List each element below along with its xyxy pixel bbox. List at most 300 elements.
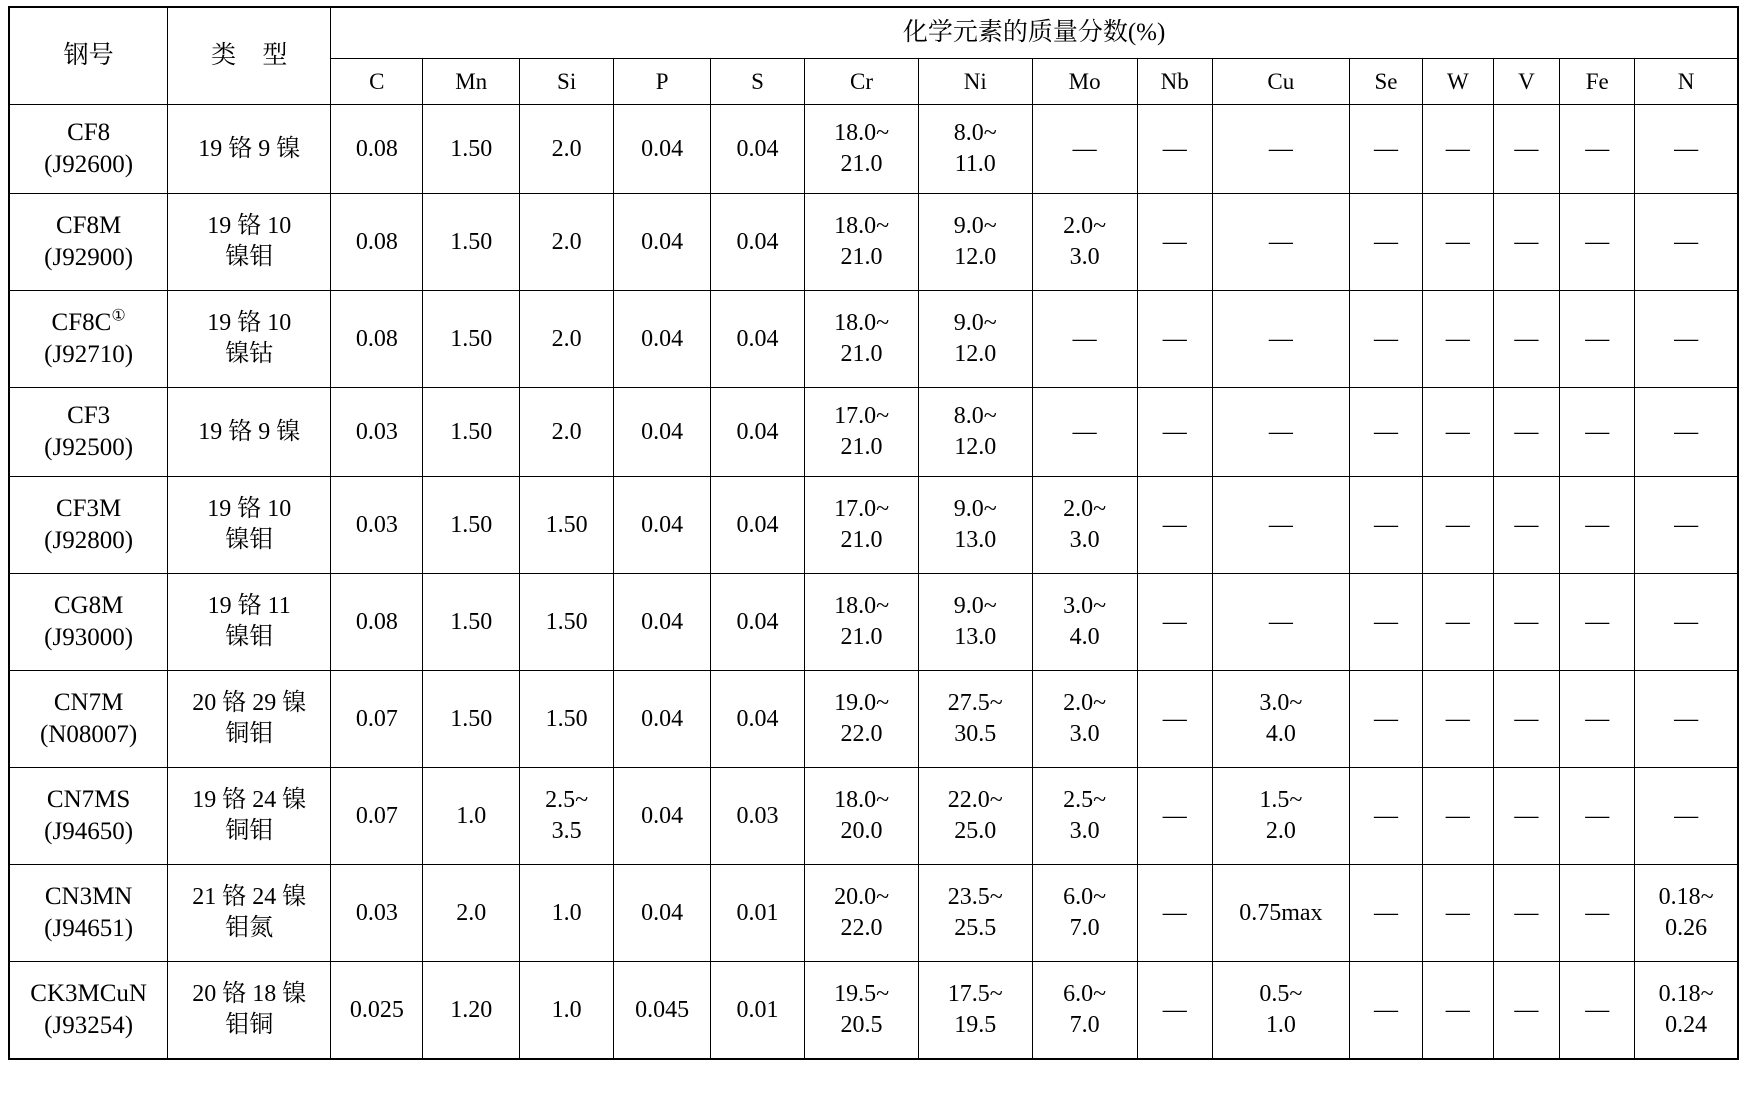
value-line: 2.5~ bbox=[1063, 787, 1107, 814]
value-line: 2.0 bbox=[551, 228, 582, 255]
value-line: 0.01 bbox=[736, 899, 779, 926]
type-line: 19 铬 11 bbox=[207, 593, 291, 620]
value-line: 1.50 bbox=[450, 608, 493, 635]
cell-mo bbox=[1032, 477, 1137, 574]
cell-type bbox=[168, 574, 331, 671]
cell-mn bbox=[423, 574, 520, 671]
cell-c bbox=[331, 865, 423, 962]
cell-n bbox=[1635, 671, 1738, 768]
cell-cu bbox=[1212, 671, 1349, 768]
cell-se bbox=[1349, 768, 1422, 865]
cell-se bbox=[1349, 194, 1422, 291]
cell-n bbox=[1635, 477, 1738, 574]
cell-v bbox=[1493, 388, 1559, 477]
value-line: 0.07 bbox=[355, 802, 398, 829]
header-element-cu: Cu bbox=[1212, 59, 1349, 105]
value-line: 8.0~ bbox=[953, 403, 997, 430]
cell-p bbox=[614, 962, 711, 1060]
value-line: 0.04 bbox=[736, 418, 779, 445]
cell-ni bbox=[918, 105, 1032, 194]
value-line: — bbox=[1373, 899, 1398, 926]
cell-cu bbox=[1212, 291, 1349, 388]
cell-fe bbox=[1560, 105, 1635, 194]
value-line: 1.50 bbox=[450, 228, 493, 255]
cell-cr bbox=[805, 962, 919, 1060]
cell-nb bbox=[1137, 291, 1212, 388]
cell-fe bbox=[1560, 194, 1635, 291]
cell-w bbox=[1422, 962, 1493, 1060]
value-line: — bbox=[1585, 418, 1610, 445]
table-row bbox=[9, 477, 1738, 574]
cell-s bbox=[710, 962, 804, 1060]
value-line: 1.50 bbox=[545, 608, 588, 635]
value-line: — bbox=[1585, 899, 1610, 926]
value-line: 22.0~ bbox=[947, 787, 1003, 814]
value-line: 9.0~ bbox=[953, 213, 997, 240]
steel-uns-number: (J94650) bbox=[44, 818, 134, 845]
cell-ni bbox=[918, 574, 1032, 671]
value-line: 0.03 bbox=[355, 418, 398, 445]
cell-ni bbox=[918, 194, 1032, 291]
value-line: — bbox=[1072, 418, 1097, 445]
cell-w bbox=[1422, 477, 1493, 574]
cell-type bbox=[168, 477, 331, 574]
value-line: 8.0~ bbox=[953, 120, 997, 147]
cell-ni bbox=[918, 477, 1032, 574]
cell-p bbox=[614, 388, 711, 477]
value-line: 0.03 bbox=[355, 899, 398, 926]
value-line: — bbox=[1674, 228, 1699, 255]
value-line: — bbox=[1585, 608, 1610, 635]
value-line: — bbox=[1585, 705, 1610, 732]
cell-se bbox=[1349, 105, 1422, 194]
steel-code: CF3 bbox=[67, 402, 111, 429]
cell-cr bbox=[805, 477, 919, 574]
cell-c bbox=[331, 574, 423, 671]
value-line: — bbox=[1514, 135, 1539, 162]
value-line: — bbox=[1514, 418, 1539, 445]
cell-ni bbox=[918, 388, 1032, 477]
value-line: 22.0 bbox=[840, 721, 883, 747]
value-line: 20.0~ bbox=[834, 884, 890, 911]
cell-v bbox=[1493, 671, 1559, 768]
header-element-si: Si bbox=[519, 59, 613, 105]
value-line: 3.0~ bbox=[1063, 593, 1107, 620]
cell-cr bbox=[805, 671, 919, 768]
cell-cu bbox=[1212, 962, 1349, 1060]
value-line: 0.04 bbox=[736, 705, 779, 732]
value-line: — bbox=[1514, 325, 1539, 352]
value-line: 0.18~ bbox=[1658, 884, 1714, 911]
table-row bbox=[9, 865, 1738, 962]
value-line: 2.0 bbox=[1265, 818, 1296, 844]
table-row bbox=[9, 388, 1738, 477]
type-line: 20 铬 18 镍 bbox=[192, 981, 307, 1008]
cell-n bbox=[1635, 962, 1738, 1060]
value-line: 0.04 bbox=[736, 608, 779, 635]
value-line: 0.04 bbox=[641, 511, 684, 538]
value-line: 13.0 bbox=[954, 527, 997, 553]
type-line: 镍钴 bbox=[225, 341, 274, 367]
cell-v bbox=[1493, 477, 1559, 574]
value-line: 0.26 bbox=[1665, 915, 1708, 941]
value-line: 1.5~ bbox=[1259, 787, 1303, 814]
cell-si bbox=[519, 574, 613, 671]
value-line: — bbox=[1162, 511, 1187, 538]
cell-mn bbox=[423, 194, 520, 291]
value-line: 18.0~ bbox=[834, 593, 890, 620]
value-line: 9.0~ bbox=[953, 496, 997, 523]
cell-steel-no bbox=[9, 477, 168, 574]
value-line: 0.04 bbox=[641, 228, 684, 255]
cell-p bbox=[614, 477, 711, 574]
cell-type bbox=[168, 865, 331, 962]
value-line: 4.0 bbox=[1265, 721, 1296, 747]
value-line: — bbox=[1373, 135, 1398, 162]
cell-fe bbox=[1560, 671, 1635, 768]
value-line: — bbox=[1162, 996, 1187, 1023]
cell-steel-no bbox=[9, 768, 168, 865]
value-line: 21.0 bbox=[840, 624, 883, 650]
value-line: — bbox=[1514, 511, 1539, 538]
cell-nb bbox=[1137, 768, 1212, 865]
cell-cu bbox=[1212, 477, 1349, 574]
cell-c bbox=[331, 768, 423, 865]
cell-steel-no bbox=[9, 194, 168, 291]
cell-si bbox=[519, 477, 613, 574]
cell-mo bbox=[1032, 291, 1137, 388]
cell-nb bbox=[1137, 388, 1212, 477]
cell-type bbox=[168, 768, 331, 865]
cell-si bbox=[519, 291, 613, 388]
header-element-s: S bbox=[710, 59, 804, 105]
value-line: 2.0 bbox=[551, 325, 582, 352]
value-line: 0.04 bbox=[641, 325, 684, 352]
value-line: 1.50 bbox=[450, 511, 493, 538]
value-line: 12.0 bbox=[954, 341, 997, 367]
cell-cr bbox=[805, 865, 919, 962]
value-line: — bbox=[1514, 996, 1539, 1023]
value-line: 20.0 bbox=[840, 818, 883, 844]
header-element-fe: Fe bbox=[1560, 59, 1635, 105]
value-line: 7.0 bbox=[1069, 915, 1100, 941]
cell-s bbox=[710, 671, 804, 768]
type-line: 21 铬 24 镍 bbox=[192, 884, 307, 911]
value-line: — bbox=[1585, 325, 1610, 352]
cell-p bbox=[614, 194, 711, 291]
value-line: 18.0~ bbox=[834, 310, 890, 337]
type-line: 钼氮 bbox=[225, 915, 274, 941]
cell-mo bbox=[1032, 962, 1137, 1060]
cell-w bbox=[1422, 105, 1493, 194]
cell-cr bbox=[805, 574, 919, 671]
value-line: 19.5~ bbox=[834, 981, 890, 1008]
cell-type bbox=[168, 105, 331, 194]
value-line: 23.5~ bbox=[947, 884, 1003, 911]
value-line: 20.5 bbox=[840, 1012, 883, 1038]
cell-cu bbox=[1212, 388, 1349, 477]
value-line: 11.0 bbox=[954, 151, 996, 177]
value-line: 6.0~ bbox=[1063, 981, 1107, 1008]
steel-uns-number: (J94651) bbox=[44, 915, 134, 942]
cell-steel-no bbox=[9, 865, 168, 962]
cell-c bbox=[331, 194, 423, 291]
cell-w bbox=[1422, 671, 1493, 768]
value-line: 21.0 bbox=[840, 244, 883, 270]
cell-mn bbox=[423, 105, 520, 194]
value-line: 0.08 bbox=[355, 325, 398, 352]
cell-v bbox=[1493, 291, 1559, 388]
value-line: 17.0~ bbox=[834, 496, 890, 523]
alloy-composition-table bbox=[8, 6, 1739, 1060]
cell-mn bbox=[423, 291, 520, 388]
header-element-se: Se bbox=[1349, 59, 1422, 105]
value-line: 0.04 bbox=[736, 228, 779, 255]
value-line: — bbox=[1514, 899, 1539, 926]
value-line: — bbox=[1585, 511, 1610, 538]
cell-cr bbox=[805, 388, 919, 477]
steel-code: CF8M bbox=[55, 212, 122, 239]
value-line: — bbox=[1445, 135, 1470, 162]
value-line: 0.18~ bbox=[1658, 981, 1714, 1008]
value-line: 0.08 bbox=[355, 228, 398, 255]
value-line: — bbox=[1373, 325, 1398, 352]
value-line: 0.03 bbox=[736, 802, 779, 829]
header-element-c: C bbox=[331, 59, 423, 105]
value-line: — bbox=[1373, 418, 1398, 445]
table-row bbox=[9, 574, 1738, 671]
value-line: 12.0 bbox=[954, 244, 997, 270]
cell-steel-no bbox=[9, 671, 168, 768]
value-line: — bbox=[1162, 608, 1187, 635]
cell-cu bbox=[1212, 194, 1349, 291]
steel-uns-number: (J92800) bbox=[44, 527, 134, 554]
header-element-mn: Mn bbox=[423, 59, 520, 105]
value-line: — bbox=[1514, 228, 1539, 255]
value-line: 3.0 bbox=[1069, 527, 1100, 553]
cell-w bbox=[1422, 291, 1493, 388]
value-line: 0.04 bbox=[641, 802, 684, 829]
value-line: 2.5~ bbox=[545, 787, 589, 814]
header-element-v: V bbox=[1493, 59, 1559, 105]
cell-fe bbox=[1560, 865, 1635, 962]
value-line: — bbox=[1162, 418, 1187, 445]
cell-c bbox=[331, 291, 423, 388]
cell-nb bbox=[1137, 105, 1212, 194]
cell-nb bbox=[1137, 574, 1212, 671]
header-element-w: W bbox=[1422, 59, 1493, 105]
value-line: — bbox=[1514, 608, 1539, 635]
value-line: 1.0 bbox=[1265, 1012, 1296, 1038]
cell-v bbox=[1493, 865, 1559, 962]
value-line: — bbox=[1445, 418, 1470, 445]
cell-n bbox=[1635, 574, 1738, 671]
cell-si bbox=[519, 388, 613, 477]
value-line: — bbox=[1674, 608, 1699, 635]
value-line: 2.0~ bbox=[1063, 213, 1107, 240]
type-line: 19 铬 10 bbox=[207, 496, 292, 523]
value-line: 2.0~ bbox=[1063, 690, 1107, 717]
value-line: 0.04 bbox=[641, 705, 684, 732]
cell-fe bbox=[1560, 962, 1635, 1060]
cell-mo bbox=[1032, 388, 1137, 477]
value-line: — bbox=[1373, 228, 1398, 255]
steel-uns-number: (N08007) bbox=[40, 721, 138, 748]
value-line: — bbox=[1162, 705, 1187, 732]
header-element-cr: Cr bbox=[805, 59, 919, 105]
value-line: 0.04 bbox=[641, 418, 684, 445]
value-line: 1.50 bbox=[450, 325, 493, 352]
value-line: — bbox=[1585, 135, 1610, 162]
type-line: 19 铬 10 bbox=[207, 213, 292, 240]
cell-s bbox=[710, 574, 804, 671]
cell-s bbox=[710, 105, 804, 194]
cell-mo bbox=[1032, 194, 1137, 291]
cell-w bbox=[1422, 768, 1493, 865]
value-line: 0.04 bbox=[641, 608, 684, 635]
cell-se bbox=[1349, 962, 1422, 1060]
cell-n bbox=[1635, 865, 1738, 962]
cell-w bbox=[1422, 574, 1493, 671]
value-line: 0.04 bbox=[641, 135, 684, 162]
cell-nb bbox=[1137, 477, 1212, 574]
header-element-n: N bbox=[1635, 59, 1738, 105]
cell-mo bbox=[1032, 574, 1137, 671]
cell-nb bbox=[1137, 962, 1212, 1060]
cell-steel-no bbox=[9, 105, 168, 194]
value-line: 0.08 bbox=[355, 135, 398, 162]
value-line: 1.50 bbox=[545, 511, 588, 538]
cell-mn bbox=[423, 768, 520, 865]
value-line: — bbox=[1674, 802, 1699, 829]
cell-cu bbox=[1212, 865, 1349, 962]
value-line: — bbox=[1268, 608, 1293, 635]
steel-uns-number: (J92710) bbox=[44, 341, 134, 368]
type-line: 19 铬 9 镍 bbox=[198, 135, 301, 162]
value-line: — bbox=[1072, 135, 1097, 162]
value-line: — bbox=[1373, 705, 1398, 732]
header-element-mo: Mo bbox=[1032, 59, 1137, 105]
table-body bbox=[9, 105, 1738, 1060]
value-line: 1.20 bbox=[450, 996, 493, 1023]
value-line: 1.0 bbox=[551, 899, 582, 926]
value-line: — bbox=[1445, 996, 1470, 1023]
cell-cr bbox=[805, 768, 919, 865]
value-line: — bbox=[1514, 705, 1539, 732]
cell-type bbox=[168, 962, 331, 1060]
value-line: 0.025 bbox=[349, 996, 404, 1023]
cell-type bbox=[168, 671, 331, 768]
footnote-marker: ① bbox=[111, 307, 126, 325]
value-line: 0.045 bbox=[635, 996, 690, 1023]
cell-cr bbox=[805, 105, 919, 194]
value-line: 2.0~ bbox=[1063, 496, 1107, 523]
value-line: 18.0~ bbox=[834, 120, 890, 147]
cell-nb bbox=[1137, 194, 1212, 291]
cell-c bbox=[331, 962, 423, 1060]
value-line: — bbox=[1268, 511, 1293, 538]
cell-v bbox=[1493, 194, 1559, 291]
cell-n bbox=[1635, 194, 1738, 291]
cell-mn bbox=[423, 962, 520, 1060]
cell-s bbox=[710, 865, 804, 962]
cell-si bbox=[519, 865, 613, 962]
value-line: — bbox=[1373, 511, 1398, 538]
table-row bbox=[9, 105, 1738, 194]
header-steel-no: 钢号 bbox=[9, 7, 168, 105]
type-line: 镍钼 bbox=[225, 244, 274, 270]
cell-cu bbox=[1212, 768, 1349, 865]
header-type-label: 类 型 bbox=[211, 42, 298, 69]
header-row-top bbox=[9, 7, 1738, 59]
value-line: — bbox=[1268, 325, 1293, 352]
value-line: 0.04 bbox=[736, 511, 779, 538]
value-line: 19.0~ bbox=[834, 690, 890, 717]
cell-type bbox=[168, 194, 331, 291]
cell-p bbox=[614, 574, 711, 671]
cell-n bbox=[1635, 388, 1738, 477]
cell-n bbox=[1635, 105, 1738, 194]
steel-uns-number: (J92900) bbox=[44, 244, 134, 271]
cell-ni bbox=[918, 768, 1032, 865]
type-line: 19 铬 24 镍 bbox=[192, 787, 307, 814]
value-line: 2.0 bbox=[551, 135, 582, 162]
value-line: 3.0 bbox=[1069, 818, 1100, 844]
cell-fe bbox=[1560, 574, 1635, 671]
value-line: 0.08 bbox=[355, 608, 398, 635]
cell-nb bbox=[1137, 671, 1212, 768]
value-line: 2.0 bbox=[551, 418, 582, 445]
value-line: 0.04 bbox=[641, 899, 684, 926]
type-line: 19 铬 10 bbox=[207, 310, 292, 337]
value-line: 25.0 bbox=[954, 818, 997, 844]
value-line: 3.0 bbox=[1069, 721, 1100, 747]
cell-mn bbox=[423, 477, 520, 574]
cell-fe bbox=[1560, 477, 1635, 574]
type-line: 镍钼 bbox=[225, 624, 274, 650]
value-line: — bbox=[1445, 511, 1470, 538]
cell-s bbox=[710, 768, 804, 865]
value-line: 1.0 bbox=[456, 802, 487, 829]
value-line: — bbox=[1268, 135, 1293, 162]
cell-se bbox=[1349, 865, 1422, 962]
value-line: 0.75max bbox=[1239, 899, 1323, 926]
cell-cu bbox=[1212, 105, 1349, 194]
value-line: 7.0 bbox=[1069, 1012, 1100, 1038]
cell-si bbox=[519, 962, 613, 1060]
value-line: — bbox=[1445, 802, 1470, 829]
cell-s bbox=[710, 388, 804, 477]
cell-s bbox=[710, 194, 804, 291]
steel-code: CF3M bbox=[55, 495, 122, 522]
header-element-nb: Nb bbox=[1137, 59, 1212, 105]
value-line: — bbox=[1162, 228, 1187, 255]
cell-w bbox=[1422, 388, 1493, 477]
steel-code: CN7M bbox=[53, 689, 124, 716]
cell-mo bbox=[1032, 671, 1137, 768]
cell-fe bbox=[1560, 291, 1635, 388]
value-line: — bbox=[1585, 228, 1610, 255]
table-row bbox=[9, 962, 1738, 1060]
steel-uns-number: (J93000) bbox=[44, 624, 134, 651]
value-line: 1.50 bbox=[545, 705, 588, 732]
cell-v bbox=[1493, 574, 1559, 671]
steel-code: CF8 bbox=[67, 119, 111, 146]
cell-mn bbox=[423, 865, 520, 962]
type-line: 镍钼 bbox=[225, 527, 274, 553]
steel-uns-number: (J92500) bbox=[44, 434, 134, 461]
value-line: 21.0 bbox=[840, 151, 883, 177]
